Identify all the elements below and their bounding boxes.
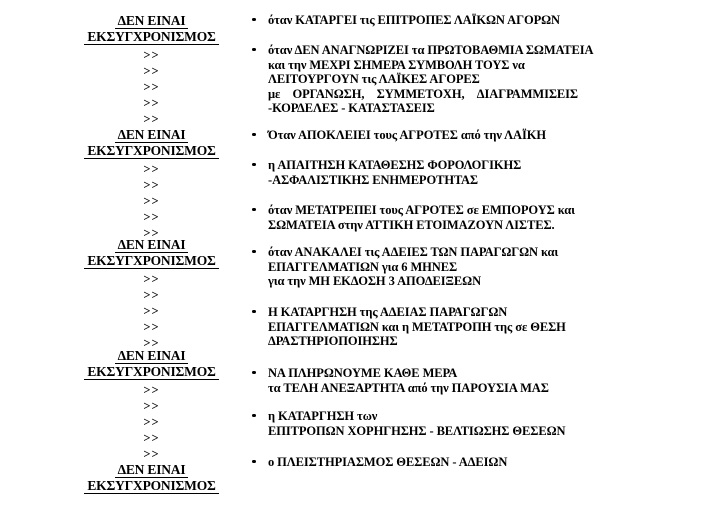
- bullet-item: [268, 455, 578, 470]
- bullet-line: ΛΕΙΤΟΥΡΓΟΥΝ τις ΛΑΪΚΕΣ ΑΓΟΡΕΣ: [268, 72, 480, 87]
- justified-word: με: [268, 86, 281, 101]
- bullet-dot-icon: [252, 414, 256, 418]
- bullet-item: [268, 366, 578, 395]
- underlined-heading-text: ΔΕΝ ΕΙΝΑΙ: [115, 348, 189, 364]
- bullet-line: ΕΠΙΤΡΟΠΩΝ ΧΟΡΗΓΗΣΗΣ - ΒΕΛΤΙΩΣΗΣ ΘΕΣΕΩΝ: [268, 423, 566, 438]
- justified-word: ΔΙΑΓΡΑΜΜΙΣΕΙΣ: [476, 86, 578, 101]
- bullet-item: [268, 245, 578, 289]
- bullet-item: [268, 409, 578, 438]
- bullet-line: όταν ΔΕΝ ΑΝΑΓΝΩΡΙΖΕΙ τα ΠΡΩΤΟΒΑΘΜΙΑ ΣΩΜΑΤΕΙΑ: [268, 43, 594, 57]
- bullet-item: [268, 128, 578, 143]
- bullet-dot-icon: [252, 163, 256, 167]
- chevron-mark: >>: [143, 272, 160, 286]
- bullet-line: ΕΠΑΓΓΕΛΜΑΤΙΩΝ για 6 ΜΗΝΕΣ: [268, 259, 458, 274]
- underlined-heading-text: ΕΚΣΥΓΧΡΟΝΙΣΜΟΣ: [84, 253, 218, 269]
- bullet-line: όταν ΜΕΤΑΤΡΕΠΕΙ τους ΑΓΡΟΤΕΣ σε ΕΜΠΟΡΟΥΣ και: [268, 203, 575, 217]
- bullet-dot-icon: [252, 310, 256, 314]
- bullet-line: ΝΑ ΠΛΗΡΩΝΟΥΜΕ ΚΑΘΕ ΜΕΡΑ: [268, 366, 458, 380]
- bullet-line: ΕΠΑΓΓΕΛΜΑΤΙΩΝ και η ΜΕΤΑΤΡΟΠΗ της σε ΘΕΣΗ: [268, 319, 566, 334]
- bullet-line: [268, 87, 578, 102]
- bullet-dot-icon: [252, 250, 256, 254]
- bullet-line: όταν ΚΑΤΑΡΓΕΙ τις ΕΠΙΤΡΟΠΕΣ ΛΑΪΚΩΝ ΑΓΟΡΩΝ: [268, 13, 560, 27]
- bullet-dot-icon: [252, 371, 256, 375]
- chevron-mark: >>: [143, 415, 160, 429]
- chevron-mark: >>: [143, 447, 160, 461]
- chevron-mark: >>: [143, 288, 160, 302]
- bullet-item: [268, 305, 578, 349]
- chevron-mark: >>: [143, 336, 160, 350]
- chevron-mark: >>: [143, 383, 160, 397]
- bullet-line: για την ΜΗ ΕΚΔΟΣΗ 3 ΑΠΟΔΕΙΞΕΩΝ: [268, 274, 481, 289]
- chevron-mark: >>: [143, 210, 160, 224]
- bullet-item: [268, 13, 578, 28]
- bullet-dot-icon: [252, 208, 256, 212]
- bullet-line: Η ΚΑΤΑΡΓΗΣΗ της ΑΔΕΙΑΣ ΠΑΡΑΓΩΓΩΝ: [268, 305, 508, 319]
- chevron-mark: >>: [143, 80, 160, 94]
- bullet-item: [268, 43, 594, 116]
- bullet-line: ο ΠΛΕΙΣΤΗΡΙΑΣΜΟΣ ΘΕΣΕΩΝ - ΑΔΕΙΩΝ: [268, 455, 508, 469]
- bullet-dot-icon: [252, 48, 256, 52]
- underlined-heading-text: ΕΚΣΥΓΧΡΟΝΙΣΜΟΣ: [84, 364, 218, 380]
- bullet-line: Όταν ΑΠΟΚΛΕΙΕΙ τους ΑΓΡΟΤΕΣ από την ΛΑΪΚΗ: [268, 128, 546, 142]
- bullet-line: η ΑΠΑΙΤΗΣΗ ΚΑΤΑΘΕΣΗΣ ΦΟΡΟΛΟΓΙΚΗΣ: [268, 158, 522, 172]
- chevron-mark: >>: [143, 162, 160, 176]
- underlined-heading-text: ΕΚΣΥΓΧΡΟΝΙΣΜΟΣ: [84, 143, 218, 159]
- chevron-mark: >>: [143, 96, 160, 110]
- bullet-dot-icon: [252, 18, 256, 22]
- chevron-mark: >>: [143, 226, 160, 240]
- bullet-dot-icon: [252, 133, 256, 137]
- bullet-line: -ΑΣΦΑΛΙΣΤΙΚΗΣ ΕΝΗΜΕΡΟΤΗΤΑΣ: [268, 172, 478, 187]
- justified-word: ΟΡΓΑΝΩΣΗ,: [292, 86, 365, 101]
- chevron-mark: >>: [143, 178, 160, 192]
- bullet-line: ΔΡΑΣΤΗΡΙΟΠΟΙΗΣΗΣ: [268, 334, 398, 349]
- bullet-line: η ΚΑΤΑΡΓΗΣΗ των: [268, 409, 378, 423]
- bullet-dot-icon: [252, 460, 256, 464]
- bullet-item: [268, 158, 578, 187]
- chevron-mark: >>: [143, 399, 160, 413]
- underlined-heading-text: ΕΚΣΥΓΧΡΟΝΙΣΜΟΣ: [84, 478, 218, 494]
- underlined-heading-text: ΔΕΝ ΕΙΝΑΙ: [115, 462, 189, 478]
- chevron-mark: >>: [143, 320, 160, 334]
- chevron-mark: >>: [143, 48, 160, 62]
- chevron-mark: >>: [143, 194, 160, 208]
- justified-word: ΣΥΜΜΕΤΟΧΗ,: [376, 86, 465, 101]
- bullet-line: τα ΤΕΛΗ ΑΝΕΞΑΡΤΗΤΑ από την ΠΑΡΟΥΣΙΑ ΜΑΣ: [268, 380, 549, 395]
- underlined-heading-text: ΔΕΝ ΕΙΝΑΙ: [115, 127, 189, 143]
- chevron-mark: >>: [143, 64, 160, 78]
- bullet-line: ΣΩΜΑΤΕΙΑ στην ΑΤΤΙΚΗ ΕΤΟΙΜΑΖΟΥΝ ΛΙΣΤΕΣ.: [268, 217, 555, 232]
- chevron-mark: >>: [143, 431, 160, 445]
- chevron-mark: >>: [143, 304, 160, 318]
- bullet-line: όταν ΑΝΑΚΑΛΕΙ τις ΑΔΕΙΕΣ ΤΩΝ ΠΑΡΑΓΩΓΩΝ και: [268, 245, 559, 259]
- bullet-item: [268, 203, 578, 232]
- bullet-line: και την ΜΕΧΡΙ ΣΗΜΕΡΑ ΣΥΜΒΟΛΗ ΤΟΥΣ να: [268, 57, 525, 72]
- underlined-heading-text: ΕΚΣΥΓΧΡΟΝΙΣΜΟΣ: [84, 29, 218, 45]
- bullet-line: -ΚΟΡΔΕΛΕΣ - ΚΑΤΑΣΤΑΣΕΙΣ: [268, 101, 435, 116]
- underlined-heading-text: ΔΕΝ ΕΙΝΑΙ: [115, 13, 189, 29]
- chevron-mark: >>: [143, 112, 160, 126]
- underlined-heading-text: ΔΕΝ ΕΙΝΑΙ: [115, 237, 189, 253]
